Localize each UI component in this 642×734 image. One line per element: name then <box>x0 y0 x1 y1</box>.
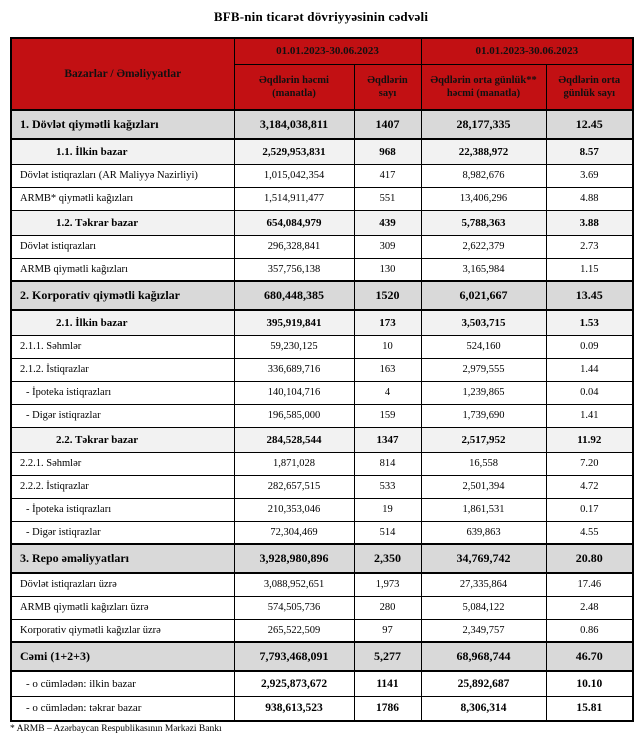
row-label: 2. Korporativ qiymətli kağızlar <box>11 281 234 310</box>
table-row <box>11 258 633 281</box>
cell-deal-count: 2,350 <box>354 544 421 573</box>
cell-deal-volume: 680,448,385 <box>234 281 354 310</box>
row-label: - İpoteka istiqrazları <box>11 498 234 521</box>
cell-deal-volume: 2,529,953,831 <box>234 139 354 164</box>
row-label: 2.1.2. İstiqrazlar <box>11 358 234 381</box>
cell-deal-count: 97 <box>354 619 421 642</box>
row-label: - Digər istiqrazlar <box>11 404 234 427</box>
header-period-2: 01.01.2023-30.06.2023 <box>421 38 633 64</box>
row-label: - o cümlədən: ilkin bazar <box>11 671 234 696</box>
table-row <box>11 381 633 404</box>
cell-deal-volume: 282,657,515 <box>234 475 354 498</box>
cell-deal-volume: 7,793,468,091 <box>234 642 354 671</box>
row-label: ARMB* qiymətli kağızları <box>11 187 234 210</box>
cell-deal-volume: 938,613,523 <box>234 696 354 721</box>
table-row <box>11 642 633 671</box>
row-label: Cəmi (1+2+3) <box>11 642 234 671</box>
row-label: 2.1.1. Səhmlər <box>11 335 234 358</box>
cell-avg-count: 20.80 <box>546 544 633 573</box>
cell-deal-volume: 3,928,980,896 <box>234 544 354 573</box>
row-label: - o cümlədən: təkrar bazar <box>11 696 234 721</box>
cell-deal-count: 1520 <box>354 281 421 310</box>
cell-avg-count: 0.86 <box>546 619 633 642</box>
table-row <box>11 696 633 721</box>
cell-deal-volume: 284,528,544 <box>234 427 354 452</box>
row-label: 2.1. İlkin bazar <box>11 310 234 335</box>
cell-avg-count: 7.20 <box>546 452 633 475</box>
header-period-1: 01.01.2023-30.06.2023 <box>234 38 421 64</box>
cell-avg-count: 4.88 <box>546 187 633 210</box>
cell-avg-count: 8.57 <box>546 139 633 164</box>
cell-avg-count: 3.69 <box>546 164 633 187</box>
cell-avg-volume: 25,892,687 <box>421 671 546 696</box>
table-row <box>11 671 633 696</box>
cell-avg-count: 17.46 <box>546 573 633 596</box>
cell-avg-volume: 5,788,363 <box>421 210 546 235</box>
table-row <box>11 310 633 335</box>
cell-deal-volume: 654,084,979 <box>234 210 354 235</box>
cell-avg-volume: 5,084,122 <box>421 596 546 619</box>
cell-deal-count: 10 <box>354 335 421 358</box>
cell-deal-volume: 1,871,028 <box>234 452 354 475</box>
cell-avg-count: 15.81 <box>546 696 633 721</box>
header-markets-operations: Bazarlar / Əməliyyatlar <box>11 38 234 110</box>
table-row <box>11 187 633 210</box>
cell-avg-count: 2.73 <box>546 235 633 258</box>
table-row <box>11 573 633 596</box>
table-row <box>11 281 633 310</box>
cell-avg-count: 4.72 <box>546 475 633 498</box>
cell-deal-count: 533 <box>354 475 421 498</box>
cell-deal-volume: 1,015,042,354 <box>234 164 354 187</box>
header-row-periods <box>11 38 633 64</box>
cell-deal-count: 1141 <box>354 671 421 696</box>
cell-deal-volume: 196,585,000 <box>234 404 354 427</box>
cell-deal-volume: 140,104,716 <box>234 381 354 404</box>
cell-deal-volume: 72,304,469 <box>234 521 354 544</box>
table-row <box>11 335 633 358</box>
cell-deal-volume: 296,328,841 <box>234 235 354 258</box>
row-label: ARMB qiymətli kağızları <box>11 258 234 281</box>
cell-avg-count: 0.09 <box>546 335 633 358</box>
cell-deal-volume: 59,230,125 <box>234 335 354 358</box>
cell-deal-count: 19 <box>354 498 421 521</box>
cell-avg-count: 1.41 <box>546 404 633 427</box>
table-row <box>11 452 633 475</box>
cell-deal-count: 1,973 <box>354 573 421 596</box>
row-label: Dövlət istiqrazları <box>11 235 234 258</box>
footnote: * ARMB – Azərbaycan Respublikasının Mərkəzi Bankı <box>10 724 222 734</box>
row-label: Korporativ qiymətli kağızlar üzrə <box>11 619 234 642</box>
cell-avg-volume: 27,335,864 <box>421 573 546 596</box>
cell-avg-count: 1.53 <box>546 310 633 335</box>
cell-avg-volume: 1,239,865 <box>421 381 546 404</box>
cell-avg-volume: 3,503,715 <box>421 310 546 335</box>
cell-avg-volume: 2,349,757 <box>421 619 546 642</box>
row-label: 2.2. Təkrar bazar <box>11 427 234 452</box>
cell-deal-count: 173 <box>354 310 421 335</box>
row-label: 3. Repo əməliyyatları <box>11 544 234 573</box>
row-label: 1.1. İlkin bazar <box>11 139 234 164</box>
row-label: - Digər istiqrazlar <box>11 521 234 544</box>
cell-avg-count: 0.04 <box>546 381 633 404</box>
cell-deal-count: 968 <box>354 139 421 164</box>
table-row <box>11 139 633 164</box>
cell-avg-count: 4.55 <box>546 521 633 544</box>
table-row <box>11 110 633 139</box>
cell-avg-volume: 8,982,676 <box>421 164 546 187</box>
cell-deal-volume: 3,184,038,811 <box>234 110 354 139</box>
cell-avg-volume: 639,863 <box>421 521 546 544</box>
row-label: ARMB qiymətli kağızları üzrə <box>11 596 234 619</box>
header-deal-count: Əqdlərin sayı <box>354 64 421 110</box>
row-label: Dövlət istiqrazları (AR Maliyyə Nazirliyi) <box>11 164 234 187</box>
cell-avg-count: 46.70 <box>546 642 633 671</box>
table-row <box>11 521 633 544</box>
row-label: Dövlət istiqrazları üzrə <box>11 573 234 596</box>
cell-avg-volume: 2,517,952 <box>421 427 546 452</box>
table-row <box>11 619 633 642</box>
table-row <box>11 596 633 619</box>
table-row <box>11 475 633 498</box>
cell-avg-volume: 16,558 <box>421 452 546 475</box>
page-title: BFB-nin ticarət dövriyyəsinin cədvəli <box>213 9 429 24</box>
table-row <box>11 210 633 235</box>
cell-deal-count: 1347 <box>354 427 421 452</box>
cell-deal-count: 417 <box>354 164 421 187</box>
cell-deal-volume: 265,522,509 <box>234 619 354 642</box>
table-row <box>11 427 633 452</box>
cell-avg-volume: 2,622,379 <box>421 235 546 258</box>
row-label: - İpoteka istiqrazları <box>11 381 234 404</box>
cell-avg-count: 1.15 <box>546 258 633 281</box>
cell-deal-count: 163 <box>354 358 421 381</box>
header-avg-daily-volume: Əqdlərin orta günlük** həcmi (manatla) <box>421 64 546 110</box>
cell-deal-count: 439 <box>354 210 421 235</box>
cell-avg-count: 10.10 <box>546 671 633 696</box>
cell-avg-count: 11.92 <box>546 427 633 452</box>
table-row <box>11 235 633 258</box>
cell-deal-count: 814 <box>354 452 421 475</box>
cell-deal-count: 4 <box>354 381 421 404</box>
row-label: 2.2.2. İstiqrazlar <box>11 475 234 498</box>
table-row <box>11 164 633 187</box>
cell-avg-volume: 22,388,972 <box>421 139 546 164</box>
cell-deal-volume: 2,925,873,672 <box>234 671 354 696</box>
cell-avg-volume: 28,177,335 <box>421 110 546 139</box>
table-row <box>11 544 633 573</box>
row-label: 1.2. Təkrar bazar <box>11 210 234 235</box>
table-row <box>11 404 633 427</box>
cell-avg-volume: 524,160 <box>421 335 546 358</box>
cell-deal-volume: 336,689,716 <box>234 358 354 381</box>
cell-deal-volume: 210,353,046 <box>234 498 354 521</box>
cell-avg-volume: 13,406,296 <box>421 187 546 210</box>
cell-avg-count: 0.17 <box>546 498 633 521</box>
cell-avg-volume: 2,501,394 <box>421 475 546 498</box>
cell-avg-volume: 8,306,314 <box>421 696 546 721</box>
cell-avg-volume: 68,968,744 <box>421 642 546 671</box>
row-label: 2.2.1. Səhmlər <box>11 452 234 475</box>
trading-turnover-table <box>10 37 634 722</box>
cell-deal-volume: 395,919,841 <box>234 310 354 335</box>
cell-avg-volume: 1,861,531 <box>421 498 546 521</box>
cell-avg-volume: 3,165,984 <box>421 258 546 281</box>
table-header <box>11 38 633 110</box>
cell-deal-volume: 1,514,911,477 <box>234 187 354 210</box>
header-avg-daily-count: Əqdlərin orta günlük sayı <box>546 64 633 110</box>
cell-deal-count: 130 <box>354 258 421 281</box>
cell-avg-volume: 6,021,667 <box>421 281 546 310</box>
cell-deal-volume: 3,088,952,651 <box>234 573 354 596</box>
cell-deal-count: 159 <box>354 404 421 427</box>
cell-deal-volume: 574,505,736 <box>234 596 354 619</box>
cell-deal-count: 5,277 <box>354 642 421 671</box>
table-row <box>11 358 633 381</box>
row-label: 1. Dövlət qiymətli kağızları <box>11 110 234 139</box>
cell-deal-count: 1407 <box>354 110 421 139</box>
cell-deal-volume: 357,756,138 <box>234 258 354 281</box>
cell-deal-count: 309 <box>354 235 421 258</box>
cell-avg-count: 3.88 <box>546 210 633 235</box>
cell-deal-count: 1786 <box>354 696 421 721</box>
cell-avg-count: 2.48 <box>546 596 633 619</box>
cell-avg-count: 12.45 <box>546 110 633 139</box>
cell-avg-volume: 34,769,742 <box>421 544 546 573</box>
table-row <box>11 498 633 521</box>
cell-deal-count: 514 <box>354 521 421 544</box>
cell-avg-volume: 2,979,555 <box>421 358 546 381</box>
cell-avg-count: 1.44 <box>546 358 633 381</box>
header-deal-volume: Əqdlərin həcmi (manatla) <box>234 64 354 110</box>
cell-deal-count: 551 <box>354 187 421 210</box>
table-body <box>11 110 633 721</box>
cell-deal-count: 280 <box>354 596 421 619</box>
cell-avg-count: 13.45 <box>546 281 633 310</box>
cell-avg-volume: 1,739,690 <box>421 404 546 427</box>
